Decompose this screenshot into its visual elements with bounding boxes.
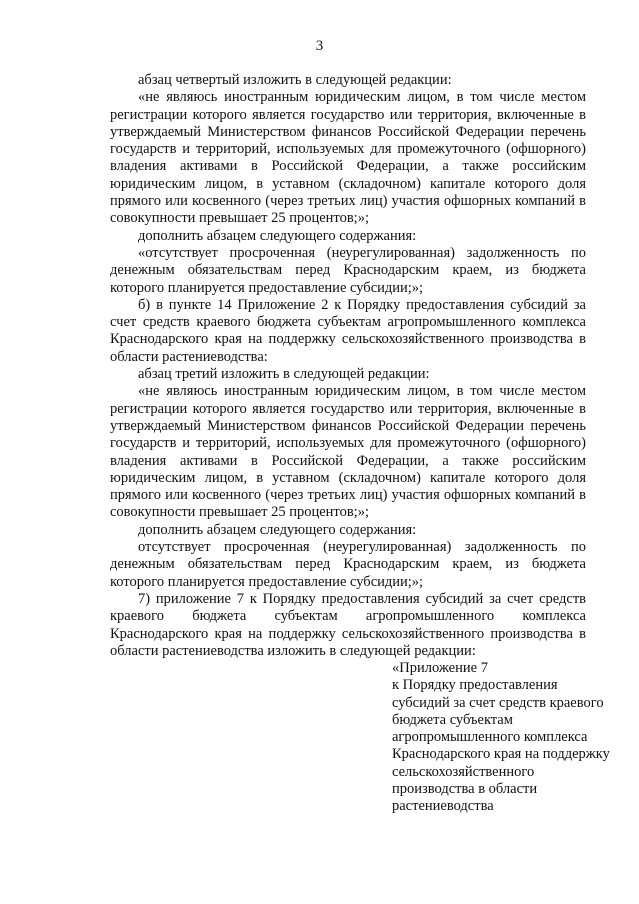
appendix-line: «Приложение 7	[392, 660, 488, 676]
appendix-line: растениеводства	[392, 798, 494, 815]
appendix-line: бюджета субъектам	[392, 711, 513, 728]
appendix-header	[392, 660, 610, 816]
appendix-line: Краснодарского края на поддержку	[392, 746, 610, 763]
paragraph: «не являюсь иностранным юридическим лицом, в том числе местом регистрации которого является государство или территория, включенные в утверждаемый Министерством финансов Российской Федерации перечень государств и территорий, используемых для промежуточного (офшорного) владения активами в Российской Федерации, а также российским юридическим лицом, в уставном (складочном) капитале которого доля прямого или косвенного (через третьих лиц) участия офшорных компаний в совокупности превышает 25 процентов;»;	[110, 89, 586, 227]
paragraph: дополнить абзацем следующего содержания:	[138, 521, 417, 538]
paragraph: абзац четвертый изложить в следующей редакции:	[138, 72, 452, 88]
appendix-line: к Порядку предоставления	[392, 677, 558, 694]
appendix-line: производства в области	[392, 781, 538, 798]
paragraph: абзац третий изложить в следующей редакции:	[138, 366, 430, 383]
paragraph: 7) приложение 7 к Порядку предоставления субсидий за счет средств краевого бюджета субъектам агропромышленного комплекса Краснодарского края на поддержку сельскохозяйственного производства в области растениеводства изложить в следующей редакции:	[110, 590, 586, 659]
document-body	[110, 72, 586, 660]
paragraph: дополнить абзацем следующего содержания:	[138, 227, 417, 244]
appendix-line: агропромышленного комплекса	[392, 729, 588, 746]
page-number: 3	[315, 38, 324, 54]
paragraph: «отсутствует просроченная (неурегулированная) задолженность по денежным обязательствам перед Краснодарским краем, из бюджета которого планируется предоставление субсидии;»;	[110, 244, 586, 296]
paragraph: отсутствует просроченная (неурегулированная) задолженность по денежным обязательствам перед Краснодарским краем, из бюджета которого планируется предоставление субсидии;»;	[110, 539, 586, 590]
paragraph: б) в пункте 14 Приложение 2 к Порядку предоставления субсидий за счет средств краевого бюджета субъектам агропромышленного комплекса Краснодарского края на поддержку сельскохозяйственного производства в области растениеводства:	[110, 296, 586, 365]
paragraph: «не являюсь иностранным юридическим лицом, в том числе местом регистрации которого является государство или территория, включенные в утверждаемый Министерством финансов Российской Федерации перечень государств и территорий, используемых для промежуточного (офшорного) владения активами в Российской Федерации, а также российским юридическим лицом, в уставном (складочном) капитале которого доля прямого или косвенного (через третьих лиц) участия офшорных компаний в совокупности превышает 25 процентов;»;	[110, 383, 586, 521]
appendix-line: субсидий за счет средств краевого	[392, 694, 604, 711]
appendix-line: сельскохозяйственного	[392, 763, 535, 780]
